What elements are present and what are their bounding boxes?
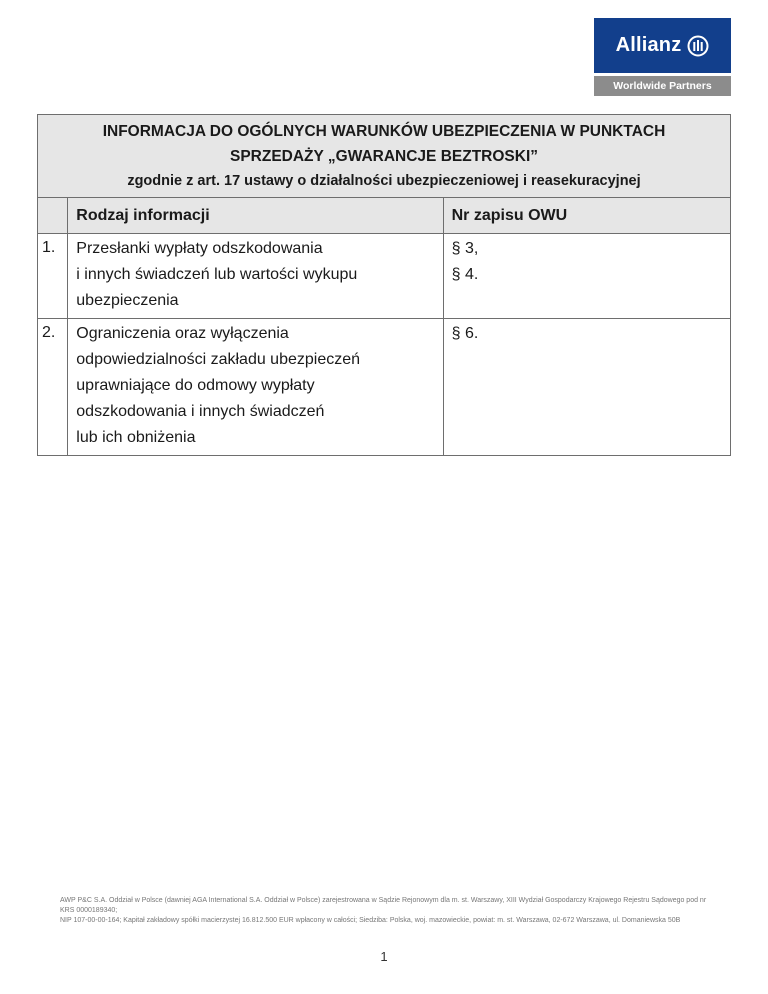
row-number: 1. (38, 234, 68, 319)
allianz-logo (594, 18, 731, 96)
footer-line-2: NIP 107-00-00-164; Kapitał zakładowy spółki macierzystej 16.812.500 EUR wpłacony w całości; Siedziba: Polska, woj. mazowieckie, powiat: m. st. Warszawa, 02-672 Warszawa, ul. Domaniewska 50B (60, 917, 681, 924)
row-info: Ograniczenia oraz wyłączenia odpowiedzialności zakładu ubezpieczeń uprawniające do odmowy wypłaty odszkodowania i innych świadczeń lub ich obniżenia (68, 319, 443, 456)
legal-footer (60, 896, 720, 926)
title-line-1: INFORMACJA DO OGÓLNYCH WARUNKÓW UBEZPIECZENIA W PUNKTACH (102, 123, 666, 140)
row-owu: § 3, § 4. (443, 234, 730, 319)
info-table (37, 114, 731, 456)
logo-brand-text: Allianz (615, 34, 682, 56)
table-header-row (38, 198, 731, 234)
table-row (38, 234, 731, 319)
logo-brand-bar (594, 18, 731, 73)
row-number: 2. (38, 319, 68, 456)
logo-tagline: Worldwide Partners (594, 76, 731, 96)
title-line-3: zgodnie z art. 17 ustawy o działalności ubezpieczeniowej i reasekuracyjnej (127, 173, 641, 189)
header-owu: Nr zapisu OWU (443, 198, 730, 234)
table-row (38, 319, 731, 456)
table-title (38, 115, 731, 198)
row-info: Przesłanki wypłaty odszkodowania i innych świadczeń lub wartości wykupu ubezpieczenia (68, 234, 443, 319)
header-info: Rodzaj informacji (68, 198, 443, 234)
allianz-eagle-icon (687, 35, 709, 57)
footer-line-1: AWP P&C S.A. Oddział w Polsce (dawniej AGA International S.A. Oddział w Polsce) zarejestrowana w Sądzie Rejonowym dla m. st. Warszawy, XIII Wydział Gospodarczy Krajowego Rejestru Sądowego pod nr KRS 0000189340; (60, 897, 707, 914)
page-number: 1 (380, 949, 388, 964)
row-owu: § 6. (443, 319, 730, 456)
title-line-2: SPRZEDAŻY „GWARANCJE BEZTROSKI” (229, 148, 539, 165)
